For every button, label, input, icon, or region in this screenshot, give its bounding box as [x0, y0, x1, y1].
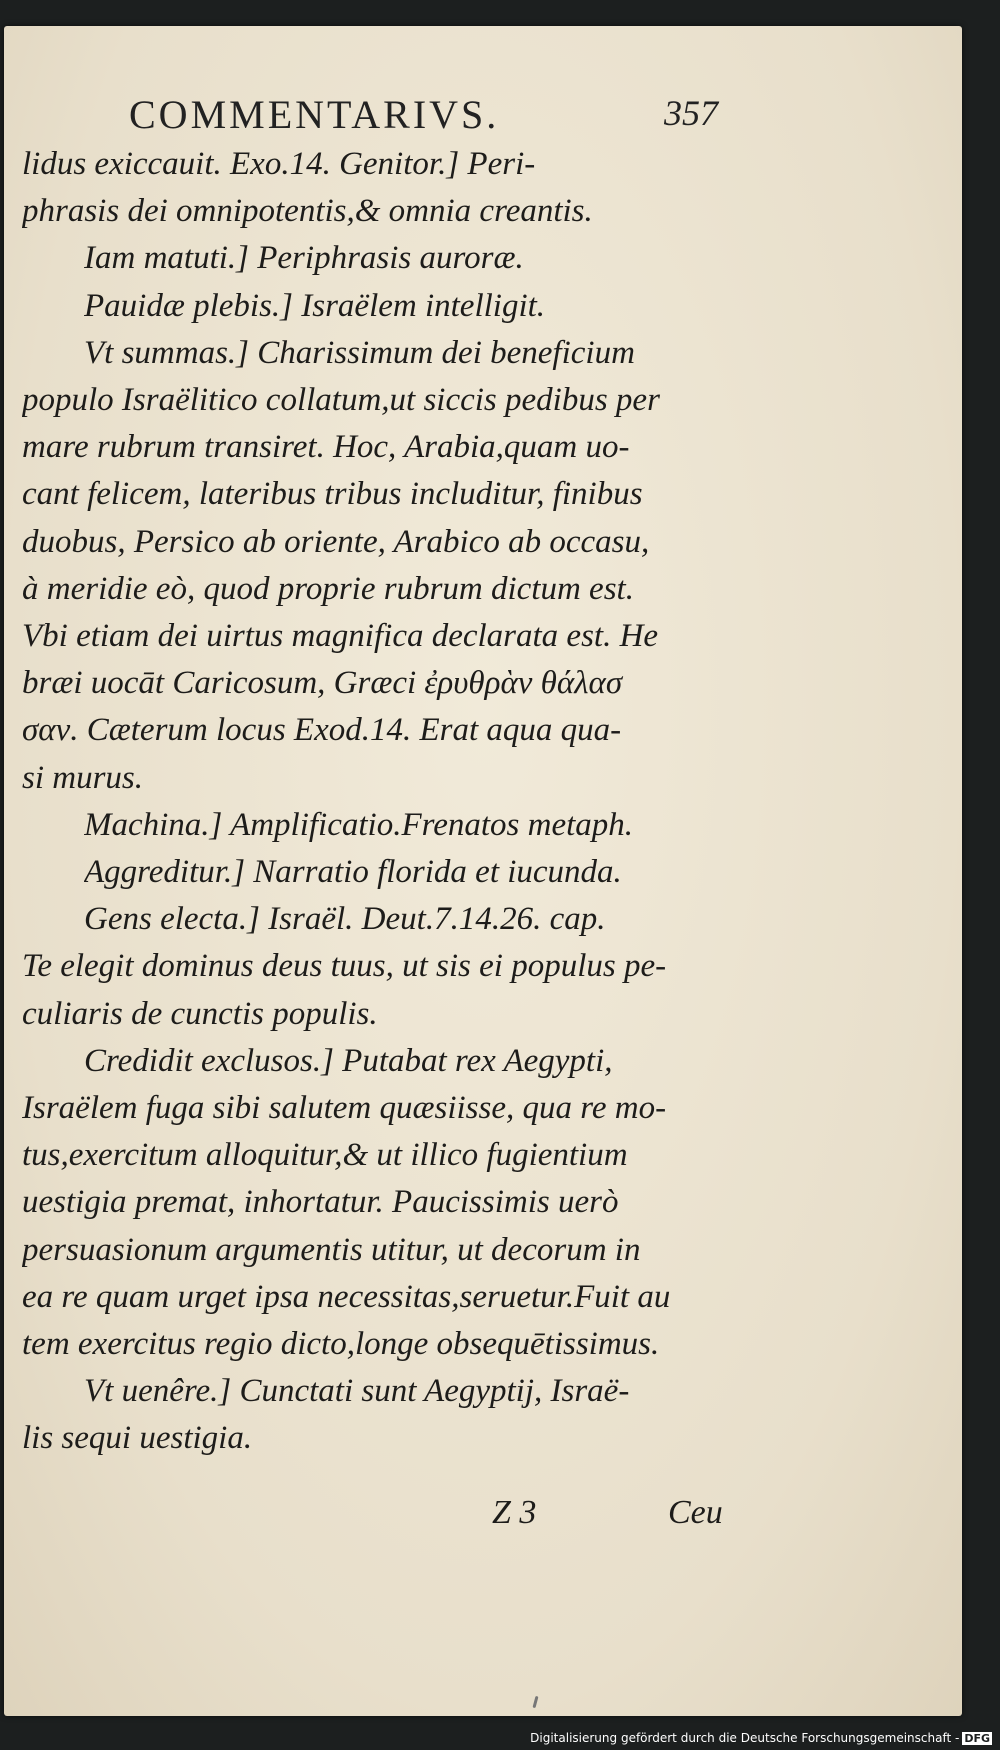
text-line: cant felicem, lateribus tribus includitur, finibus: [22, 476, 643, 512]
text-line: phrasis dei omnipotentis,& omnia creantis.: [22, 193, 593, 229]
page-number: 357: [664, 93, 718, 133]
text-line: à meridie eò, quod proprie rubrum dictum est.: [22, 571, 634, 607]
catchword: Ceu: [668, 1494, 723, 1531]
text-line: ea re quam urget ipsa necessitas,seruetur.Fuit au: [22, 1279, 671, 1315]
text-line: Israëlem fuga sibi salutem quæsiisse, qua re mo-: [22, 1090, 667, 1126]
text-line: Vt summas.] Charissimum dei beneficium: [84, 335, 635, 371]
text-line: si murus.: [22, 760, 144, 796]
text-line: Gens electa.] Israël. Deut.7.14.26. cap.: [84, 901, 606, 937]
text-line: mare rubrum transiret. Hoc, Arabia,quam uo-: [22, 429, 630, 465]
text-line: persuasionum argumentis utitur, ut decorum in: [22, 1232, 641, 1268]
text-line: Pauidæ plebis.] Israëlem intelligit.: [84, 288, 546, 324]
text-line: Te elegit dominus deus tuus, ut sis ei populus pe-: [22, 948, 667, 984]
text-line: Credidit exclusos.] Putabat rex Aegypti,: [84, 1043, 613, 1079]
signature-mark: Z 3: [492, 1494, 537, 1531]
text-line: tus,exercitum alloquitur,& ut illico fugientium: [22, 1137, 628, 1173]
text-line: lis sequi uestigia.: [22, 1420, 253, 1456]
running-header: COMMENTARIVS.: [129, 92, 500, 137]
text-line: Machina.] Amplificatio.Frenatos metaph.: [84, 807, 634, 843]
book-page: [4, 26, 962, 1716]
text-line: populo Israëlitico collatum,ut siccis pedibus per: [22, 382, 660, 418]
dfg-logo: DFG: [964, 1732, 990, 1745]
text-line: duobus, Persico ab oriente, Arabico ab occasu,: [22, 524, 650, 560]
text-line: Aggreditur.] Narratio florida et iucunda.: [84, 854, 622, 890]
text-line: uestigia premat, inhortatur. Paucissimis uerò: [22, 1184, 619, 1220]
digitization-credit: [530, 1731, 992, 1745]
text-line: σαν. Cæterum locus Exod.14. Erat aqua qua-: [22, 712, 622, 748]
text-line: Vbi etiam dei uirtus magnifica declarata est. He: [22, 618, 659, 654]
text-line: lidus exiccauit. Exo.14. Genitor.] Peri-: [22, 146, 536, 182]
text-line: Vt uenêre.] Cunctati sunt Aegyptij, Israë-: [84, 1373, 630, 1409]
text-line: tem exercitus regio dicto,longe obsequētissimus.: [22, 1326, 660, 1362]
text-line: bræi uocāt Caricosum, Græci ἐρυθρὰν θάλασ: [22, 665, 623, 701]
credit-text: Digitalisierung gefördert durch die Deutsche Forschungsgemeinschaft -: [530, 1731, 960, 1745]
paper-blemish: [532, 1696, 538, 1708]
text-line: Iam matuti.] Periphrasis auroræ.: [84, 240, 524, 276]
text-line: culiaris de cunctis populis.: [22, 996, 378, 1032]
